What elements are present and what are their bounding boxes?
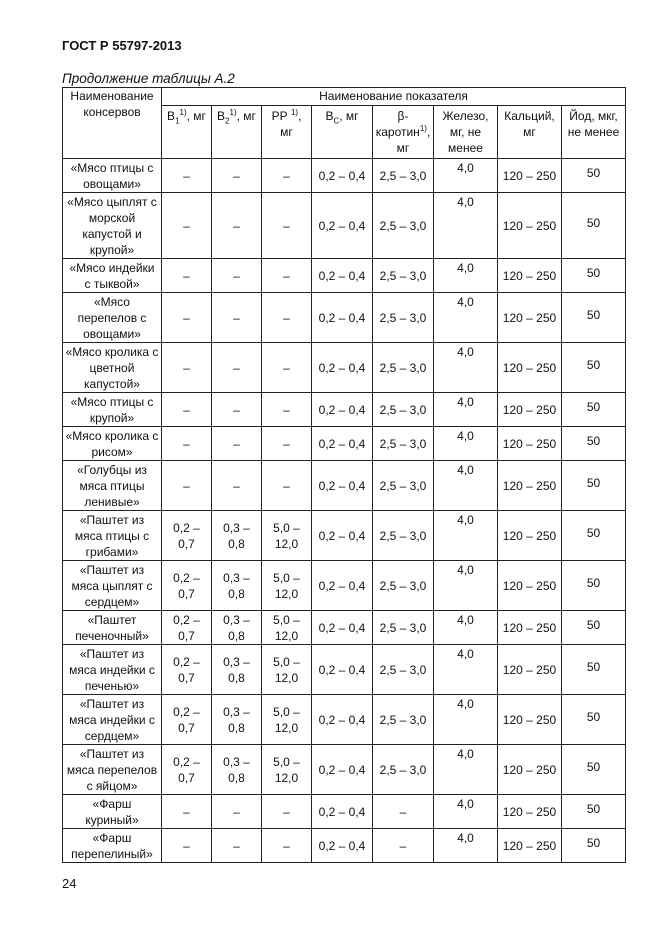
table-row [63,427,626,461]
product-name-cell: «Мясо кролика с рисом» [63,427,162,461]
pp-cell: 5,0 – 12,0 [262,511,312,561]
bc-cell: 0,2 – 0,4 [312,343,373,393]
calcium-cell: 120 – 250 [498,795,562,829]
product-name-cell: «Голубцы из мяса птицы ленивые» [63,461,162,511]
bc-cell: 0,2 – 0,4 [312,645,373,695]
b1-cell: – [162,159,212,193]
b2-cell: – [212,427,262,461]
calcium-cell: 120 – 250 [498,461,562,511]
bc-cell: 0,2 – 0,4 [312,193,373,259]
beta-cell: 2,5 – 3,0 [373,159,434,193]
pp-cell: – [262,193,312,259]
header-b2: $В_2^{1)}$, мг [212,106,262,159]
b1-cell: – [162,343,212,393]
calcium-cell: 120 – 250 [498,511,562,561]
iodine-cell: 50 [562,259,626,293]
beta-cell: 2,5 – 3,0 [373,427,434,461]
pp-cell: 5,0 – 12,0 [262,611,312,645]
iodine-cell: 50 [562,745,626,795]
product-name-cell: «Мясо индейки с тыквой» [63,259,162,293]
bc-cell: 0,2 – 0,4 [312,561,373,611]
iodine-cell: 50 [562,461,626,511]
iron-cell: 4,0 [434,393,498,427]
bc-cell: 0,2 – 0,4 [312,259,373,293]
b1-cell: 0,2 – 0,7 [162,695,212,745]
iodine-cell: 50 [562,611,626,645]
pp-cell: – [262,795,312,829]
product-name-cell: «Мясо цыплят с морской капустой и крупой» [63,193,162,259]
iodine-cell: 50 [562,645,626,695]
calcium-cell: 120 – 250 [498,159,562,193]
product-name-cell: «Паштет из мяса перепелов с яйцом» [63,745,162,795]
beta-cell: – [373,795,434,829]
beta-cell: – [373,829,434,863]
beta-cell: 2,5 – 3,0 [373,259,434,293]
header-indicator-group: Наименование показателя [162,88,626,106]
iron-cell: 4,0 [434,561,498,611]
table-row [63,193,626,259]
b1-cell: – [162,193,212,259]
iron-cell: 4,0 [434,293,498,343]
iodine-cell: 50 [562,159,626,193]
beta-cell: 2,5 – 3,0 [373,343,434,393]
iron-cell: 4,0 [434,193,498,259]
header-pp: РР $^{1)}$, мг [262,106,312,159]
iodine-cell: 50 [562,193,626,259]
b1-cell: 0,2 – 0,7 [162,511,212,561]
header-iron: Железо, мг, не менее [434,106,498,159]
calcium-cell: 120 – 250 [498,745,562,795]
b2-cell: – [212,461,262,511]
iron-cell: 4,0 [434,795,498,829]
header-bc: $В_C$, мг [312,106,373,159]
b1-cell: – [162,461,212,511]
bc-cell: 0,2 – 0,4 [312,511,373,561]
iodine-cell: 50 [562,393,626,427]
b1-cell: 0,2 – 0,7 [162,611,212,645]
iodine-cell: 50 [562,343,626,393]
product-name-cell: «Паштет печеночный» [63,611,162,645]
b2-cell: 0,3 – 0,8 [212,561,262,611]
pp-cell: 5,0 – 12,0 [262,745,312,795]
table-row [63,695,626,745]
table-row [63,393,626,427]
product-name-cell: «Мясо кролика с цветной капустой» [63,343,162,393]
b1-cell: – [162,829,212,863]
calcium-cell: 120 – 250 [498,259,562,293]
bc-cell: 0,2 – 0,4 [312,427,373,461]
table-row [63,159,626,193]
b2-cell: – [212,393,262,427]
table-row [63,795,626,829]
b1-cell: – [162,427,212,461]
pp-cell: 5,0 – 12,0 [262,695,312,745]
header-iodine: Йод, мкг, не менее [562,106,626,159]
product-name-cell: «Мясо птицы с овощами» [63,159,162,193]
iron-cell: 4,0 [434,427,498,461]
b2-cell: 0,3 – 0,8 [212,611,262,645]
calcium-cell: 120 – 250 [498,193,562,259]
b2-cell: – [212,343,262,393]
calcium-cell: 120 – 250 [498,393,562,427]
b1-cell: – [162,293,212,343]
document-code: ГОСТ Р 55797-2013 [62,38,182,53]
table-row [63,645,626,695]
b1-cell: – [162,393,212,427]
calcium-cell: 120 – 250 [498,695,562,745]
beta-cell: 2,5 – 3,0 [373,461,434,511]
calcium-cell: 120 – 250 [498,427,562,461]
iodine-cell: 50 [562,795,626,829]
calcium-cell: 120 – 250 [498,293,562,343]
beta-cell: 2,5 – 3,0 [373,293,434,343]
iron-cell: 4,0 [434,829,498,863]
pp-cell: 5,0 – 12,0 [262,645,312,695]
pp-cell: – [262,829,312,863]
product-name-cell: «Паштет из мяса цыплят с сердцем» [63,561,162,611]
bc-cell: 0,2 – 0,4 [312,159,373,193]
table-row [63,259,626,293]
iron-cell: 4,0 [434,611,498,645]
page-number: 24 [62,876,77,891]
b2-cell: – [212,259,262,293]
bc-cell: 0,2 – 0,4 [312,695,373,745]
bc-cell: 0,2 – 0,4 [312,795,373,829]
pp-cell: 5,0 – 12,0 [262,561,312,611]
bc-cell: 0,2 – 0,4 [312,611,373,645]
b1-cell: 0,2 – 0,7 [162,561,212,611]
iodine-cell: 50 [562,561,626,611]
table-row [63,611,626,645]
bc-cell: 0,2 – 0,4 [312,461,373,511]
beta-cell: 2,5 – 3,0 [373,193,434,259]
beta-cell: 2,5 – 3,0 [373,645,434,695]
calcium-cell: 120 – 250 [498,611,562,645]
b2-cell: – [212,829,262,863]
beta-cell: 2,5 – 3,0 [373,745,434,795]
b1-cell: 0,2 – 0,7 [162,745,212,795]
pp-cell: – [262,293,312,343]
b1-cell: – [162,259,212,293]
product-name-cell: «Паштет из мяса индейки с печенью» [63,645,162,695]
iron-cell: 4,0 [434,645,498,695]
beta-cell: 2,5 – 3,0 [373,561,434,611]
b2-cell: – [212,159,262,193]
b1-cell: – [162,795,212,829]
header-product-name: Наименование консервов [63,88,162,159]
pp-cell: – [262,427,312,461]
iron-cell: 4,0 [434,343,498,393]
product-name-cell: «Мясо птицы с крупой» [63,393,162,427]
iron-cell: 4,0 [434,695,498,745]
b1-cell: 0,2 – 0,7 [162,645,212,695]
calcium-cell: 120 – 250 [498,343,562,393]
bc-cell: 0,2 – 0,4 [312,829,373,863]
b2-cell: – [212,795,262,829]
pp-cell: – [262,259,312,293]
table-row [63,745,626,795]
bc-cell: 0,2 – 0,4 [312,745,373,795]
iodine-cell: 50 [562,695,626,745]
iodine-cell: 50 [562,427,626,461]
bc-cell: 0,2 – 0,4 [312,393,373,427]
header-b1: $В_1^{1)}$, мг [162,106,212,159]
b2-cell: 0,3 – 0,8 [212,645,262,695]
product-name-cell: «Паштет из мяса индейки с сердцем» [63,695,162,745]
b2-cell: – [212,293,262,343]
bc-cell: 0,2 – 0,4 [312,293,373,343]
calcium-cell: 120 – 250 [498,645,562,695]
pp-cell: – [262,393,312,427]
nutrition-table [62,87,626,863]
b2-cell: – [212,193,262,259]
product-name-cell: «Фарш куриный» [63,795,162,829]
iron-cell: 4,0 [434,259,498,293]
product-name-cell: «Паштет из мяса птицы с грибами» [63,511,162,561]
table-row [63,511,626,561]
b2-cell: 0,3 – 0,8 [212,695,262,745]
iron-cell: 4,0 [434,511,498,561]
iodine-cell: 50 [562,511,626,561]
b2-cell: 0,3 – 0,8 [212,745,262,795]
iron-cell: 4,0 [434,745,498,795]
calcium-cell: 120 – 250 [498,561,562,611]
table-caption: Продолжение таблицы А.2 [62,71,235,86]
b2-cell: 0,3 – 0,8 [212,511,262,561]
beta-cell: 2,5 – 3,0 [373,393,434,427]
iron-cell: 4,0 [434,461,498,511]
table-row [63,561,626,611]
beta-cell: 2,5 – 3,0 [373,695,434,745]
pp-cell: – [262,343,312,393]
product-name-cell: «Мясо перепелов с овощами» [63,293,162,343]
beta-cell: 2,5 – 3,0 [373,511,434,561]
calcium-cell: 120 – 250 [498,829,562,863]
pp-cell: – [262,461,312,511]
product-name-cell: «Фарш перепелиный» [63,829,162,863]
header-calcium: Кальций, мг [498,106,562,159]
pp-cell: – [262,159,312,193]
table-row [63,829,626,863]
table-row [63,343,626,393]
table-row [63,293,626,343]
beta-cell: 2,5 – 3,0 [373,611,434,645]
header-beta-carotene: β-каротин$^{1)}$, мг [373,106,434,159]
iodine-cell: 50 [562,293,626,343]
table-row [63,461,626,511]
iodine-cell: 50 [562,829,626,863]
iron-cell: 4,0 [434,159,498,193]
